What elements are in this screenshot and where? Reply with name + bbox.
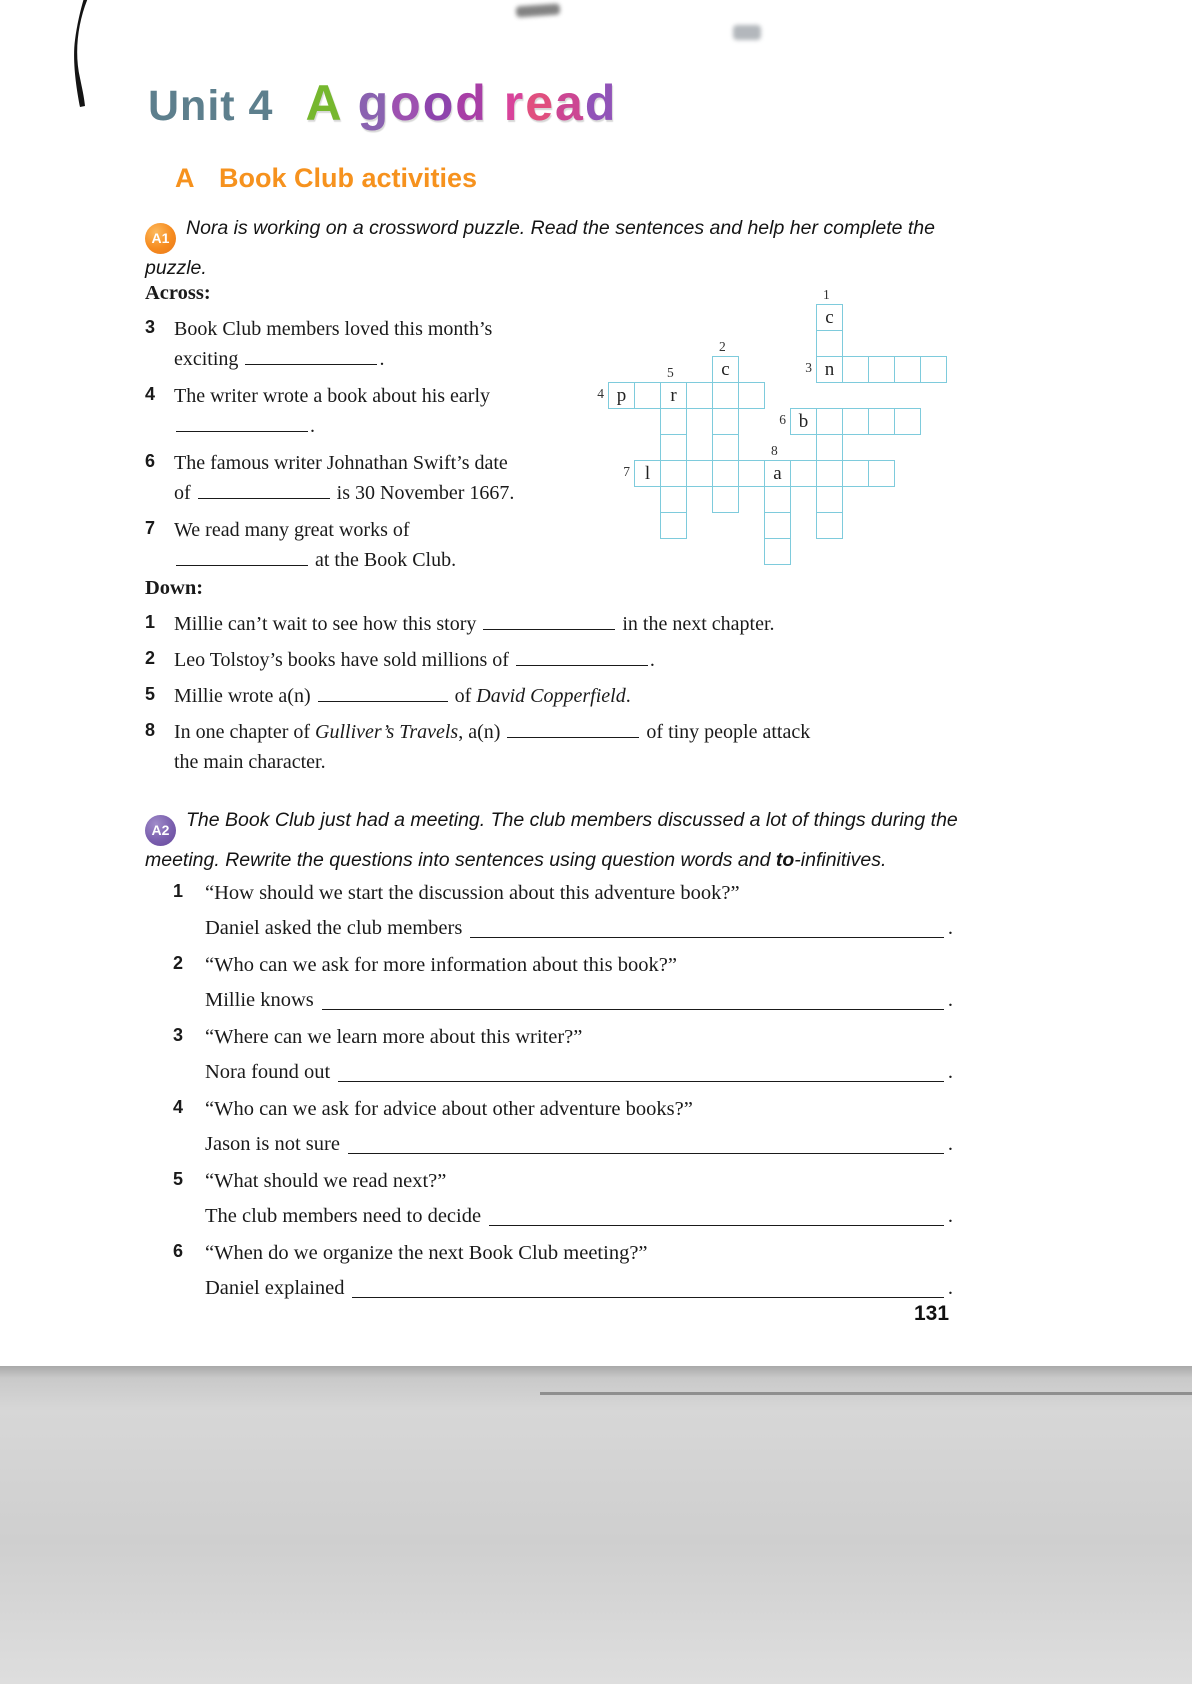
write-in-blank[interactable] [176, 429, 308, 432]
crossword-cell[interactable] [868, 356, 895, 383]
text-segment: The famous writer Johnathan Swift’s date [174, 452, 508, 474]
crossword-cell[interactable] [712, 434, 739, 461]
answer-period: . [947, 989, 953, 1011]
answer-lead: Nora found out [205, 1061, 331, 1083]
crossword-cell[interactable] [816, 486, 843, 513]
crossword-cell[interactable] [816, 408, 843, 435]
text-segment: exciting [174, 348, 244, 370]
write-in-line[interactable] [352, 1296, 943, 1298]
crossword-cell[interactable] [738, 460, 765, 487]
crossword-cell[interactable]: r [660, 382, 687, 409]
crossword-cell[interactable] [712, 408, 739, 435]
clue-text [174, 448, 514, 508]
unit-title-letter: d [455, 75, 488, 131]
exercise-items [173, 878, 953, 1310]
write-in-line[interactable] [338, 1080, 944, 1082]
clue-text [174, 681, 631, 711]
text-segment: of [449, 685, 477, 707]
crossword-cell[interactable] [712, 486, 739, 513]
clue-item [145, 681, 977, 711]
clue-text [174, 381, 490, 441]
crossword-cell[interactable] [894, 408, 921, 435]
crossword-clue-number: 8 [771, 443, 778, 458]
unit-title-letter: a [555, 75, 585, 131]
unit-title-letter: o [390, 75, 423, 131]
crossword-cell[interactable] [868, 460, 895, 487]
clue-text [174, 645, 655, 675]
crossword-clue-number: 7 [623, 464, 630, 479]
item-number: 4 [173, 1097, 184, 1117]
text-segment: David Copperfield [476, 685, 626, 707]
item-number: 2 [173, 953, 184, 973]
page-number: 131 [914, 1302, 950, 1325]
crossword-cell[interactable] [686, 382, 713, 409]
crossword-cell[interactable] [660, 434, 687, 461]
unit-title-letter: A [305, 75, 342, 131]
a2-instruction-text [145, 809, 958, 871]
clue-item [145, 381, 593, 441]
answer-row [205, 1201, 953, 1231]
text-segment: The writer wrote a book about his early [174, 385, 491, 407]
clue-number: 3 [145, 317, 156, 337]
text-segment: in the next chapter. [617, 613, 775, 635]
answer-period: . [947, 1205, 953, 1227]
crossword-clue-number: 4 [597, 386, 604, 401]
answer-row [205, 985, 953, 1015]
crossword-cell[interactable] [764, 486, 791, 513]
crossword-cell[interactable]: c [816, 304, 843, 331]
answer-row [205, 1129, 953, 1159]
exercise-item [173, 878, 953, 943]
section-title: Book Club activities [219, 163, 478, 193]
clue-number: 8 [145, 720, 156, 740]
exercise-item [173, 1094, 953, 1159]
crossword-cell[interactable] [816, 460, 843, 487]
clue-item [145, 515, 593, 575]
clue-number: 5 [145, 684, 156, 704]
clue-text [174, 314, 492, 374]
write-in-blank[interactable] [176, 563, 308, 566]
answer-lead: Daniel explained [205, 1277, 345, 1299]
section-heading [175, 163, 477, 194]
write-in-line[interactable] [348, 1152, 944, 1154]
crossword-cell[interactable] [816, 434, 843, 461]
question-text: “Who can we ask for more information about this book?” [205, 954, 677, 976]
text-segment: to [775, 849, 795, 871]
crossword-cell[interactable] [816, 330, 843, 357]
page-edge-shadow [540, 1392, 1192, 1395]
clue-number: 4 [145, 384, 156, 404]
text-segment: We read many great works of [174, 519, 410, 541]
a2-instruction [145, 806, 967, 875]
write-in-blank[interactable] [507, 735, 639, 738]
text-segment: . [310, 415, 315, 437]
unit-title-letter: d [584, 75, 618, 131]
write-in-blank[interactable] [483, 627, 615, 630]
scan-bottom-edge [0, 1366, 1192, 1684]
clue-item [145, 717, 977, 777]
crossword-clue-number: 2 [719, 339, 726, 354]
clue-text [174, 515, 456, 575]
clue-item [145, 448, 593, 508]
crossword-cell[interactable] [660, 460, 687, 487]
clue-number: 1 [145, 612, 156, 632]
clue-item [145, 645, 977, 675]
crossword-cell[interactable] [842, 356, 869, 383]
scan-pen-mark [58, 0, 104, 115]
crossword-cell[interactable] [842, 460, 869, 487]
question-text: “When do we organize the next Book Club meeting?” [205, 1242, 648, 1264]
clue-text [174, 717, 810, 777]
clue-item [145, 609, 977, 639]
crossword-cell[interactable] [894, 356, 921, 383]
item-number: 6 [173, 1241, 184, 1261]
crossword-cell[interactable] [920, 356, 947, 383]
unit-title-letter [488, 75, 504, 131]
write-in-line[interactable] [489, 1224, 944, 1226]
crossword-cell[interactable] [868, 408, 895, 435]
unit-title [305, 75, 617, 131]
write-in-line[interactable] [322, 1008, 944, 1010]
exercise-item [173, 1238, 953, 1303]
crossword-cell[interactable] [790, 460, 817, 487]
write-in-blank[interactable] [198, 496, 330, 499]
clue-number: 2 [145, 648, 156, 668]
crossword-cell[interactable] [660, 408, 687, 435]
clue-item [145, 314, 593, 374]
text-segment: The Book Club just had a meeting. The club members discussed a lot of things during the meeting. Rewrite the questions into sentences using question words and [145, 809, 958, 871]
a1-instruction-text [145, 217, 935, 279]
exercise-item [173, 1166, 953, 1231]
a2-badge: A2 [145, 815, 176, 846]
answer-period: . [947, 917, 953, 939]
item-number: 1 [173, 881, 184, 901]
answer-row [205, 913, 953, 943]
unit-title-letter: r [503, 75, 526, 131]
text-segment: , a(n) [458, 721, 506, 743]
question-text: “How should we start the discussion about this adventure book?” [205, 882, 740, 904]
write-in-blank[interactable] [245, 362, 377, 365]
text-segment: Millie can’t wait to see how this story [174, 613, 482, 635]
exercise-item [173, 1022, 953, 1087]
clue-number: 6 [145, 451, 156, 471]
unit-header [148, 74, 617, 132]
answer-lead: Jason is not sure [205, 1133, 340, 1155]
unit-title-letter: e [525, 75, 555, 131]
answer-lead: The club members need to decide [205, 1205, 482, 1227]
section-letter: A [175, 163, 195, 193]
clue-number: 7 [145, 518, 156, 538]
write-in-blank[interactable] [318, 699, 448, 702]
answer-row [205, 1057, 953, 1087]
crossword-cell[interactable]: a [764, 460, 791, 487]
answer-row [205, 1273, 953, 1303]
a1-instruction [145, 214, 945, 283]
crossword-clue-number: 1 [823, 287, 830, 302]
crossword-cell[interactable] [816, 512, 843, 539]
text-segment: the main character. [174, 751, 326, 773]
text-segment: . [649, 649, 655, 671]
crossword-grid [597, 287, 968, 604]
text-segment: Book Club members loved this month’s [174, 318, 493, 340]
unit-title-letter [342, 75, 358, 131]
unit-title-letter: o [422, 75, 456, 131]
crossword-cell[interactable] [764, 512, 791, 539]
text-segment: of tiny people attack [641, 721, 811, 743]
write-in-line[interactable] [470, 936, 944, 938]
answer-period: . [947, 1061, 953, 1083]
across-clues [145, 314, 593, 582]
question-text: “Who can we ask for advice about other adventure books?” [205, 1098, 693, 1120]
crossword-clue-number: 6 [779, 412, 786, 427]
crossword-cell[interactable] [738, 382, 765, 409]
text-segment: Nora is working on a crossword puzzle. Read the sentences and help her complete the puzzle. [145, 217, 935, 279]
scan-smudge [733, 25, 761, 40]
crossword-cell[interactable] [764, 538, 791, 565]
item-number: 3 [173, 1025, 184, 1045]
text-segment: is 30 November 1667. [331, 482, 515, 504]
crossword-cell[interactable]: b [790, 408, 817, 435]
unit-label: Unit 4 [148, 82, 274, 130]
write-in-blank[interactable] [516, 663, 648, 666]
question-text: “What should we read next?” [205, 1170, 447, 1192]
across-label: Across: [145, 282, 211, 304]
text-segment: Millie wrote a(n) [174, 685, 316, 707]
crossword-cell[interactable]: p [608, 382, 635, 409]
item-number: 5 [173, 1169, 184, 1189]
text-segment: -infinitives. [794, 849, 887, 871]
crossword-cell[interactable] [634, 382, 661, 409]
scan-smudge [516, 3, 561, 17]
clue-text [174, 609, 775, 639]
answer-lead: Daniel asked the club members [205, 917, 463, 939]
exercise-item [173, 950, 953, 1015]
down-clues [145, 609, 977, 783]
text-segment: at the Book Club. [310, 549, 457, 571]
crossword-cell[interactable] [712, 460, 739, 487]
crossword-cell[interactable] [660, 512, 687, 539]
unit-title-letter: g [357, 75, 391, 131]
crossword-cell[interactable] [712, 382, 739, 409]
text-segment: . [379, 348, 385, 370]
answer-period: . [947, 1133, 953, 1155]
answer-period: . [947, 1277, 953, 1299]
text-segment: Gulliver’s Travels [315, 721, 459, 743]
text-segment: In one chapter of [174, 721, 316, 743]
crossword-clue-number: 5 [667, 365, 674, 380]
text-segment: of [174, 482, 196, 504]
crossword-cell[interactable]: n [816, 356, 843, 383]
crossword-cell[interactable]: c [712, 356, 739, 383]
down-label: Down: [145, 577, 204, 599]
text-segment: Leo Tolstoy’s books have sold millions of [174, 649, 514, 671]
answer-lead: Millie knows [205, 989, 314, 1011]
crossword-cell[interactable]: l [634, 460, 661, 487]
crossword-cell[interactable] [842, 408, 869, 435]
question-text: “Where can we learn more about this writer?” [205, 1026, 583, 1048]
crossword-clue-number: 3 [805, 360, 812, 375]
text-segment: . [625, 685, 631, 707]
crossword-cell[interactable] [660, 486, 687, 513]
crossword-cell[interactable] [686, 460, 713, 487]
a1-badge: A1 [145, 223, 176, 254]
